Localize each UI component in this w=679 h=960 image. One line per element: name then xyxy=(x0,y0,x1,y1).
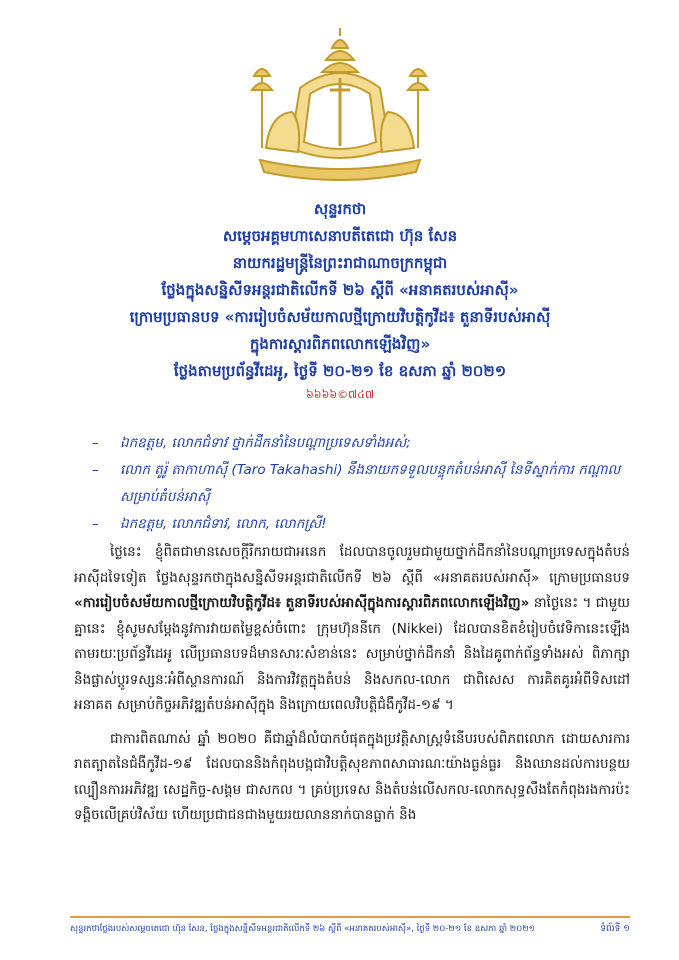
speech-title-block xyxy=(40,196,640,403)
footer-caption: សុន្ទរកថាថ្លែងរបស់សម្ដេចតេជោ ហ៊ុន សែន, ថ្លែងក្នុងសន្និសីទអន្តរជាតិលើកទី ២៦ ស្ដីពី «អនាគតរបស់អាស៊ី», ថ្ងៃទី ២០-២១ ខែ ឧសភា ឆ្នាំ ២០២១ xyxy=(70,924,536,934)
title-speaker-name: សម្ដេចអគ្គមហាសេនាបតីតេជោ ហ៊ុន សែន xyxy=(222,227,458,245)
title-event: ថ្លែងក្នុងសន្និសីទអន្តរជាតិលើកទី ២៦ ស្ដីពី «អនាគតរបស់អាស៊ី» xyxy=(161,281,519,299)
title-theme: ក្រោមប្រធានបទ «ការរៀបចំសម័យកាលថ្មីក្រោយវិបត្តិកូវីដ៖ តួនាទីរបស់អាស៊ី xyxy=(129,308,551,326)
salutation-item xyxy=(92,457,632,511)
paragraph-1-theme-bold: «ការរៀបចំសម័យកាលថ្មីក្រោយវិបត្តិកូវីដ៖ តួនាទីរបស់អាស៊ីក្នុងការស្តារពិភពលោកឡើងវិញ» xyxy=(74,595,530,611)
royal-coat-of-arms-emblem xyxy=(240,28,440,188)
salutation-item xyxy=(92,430,632,457)
dash-bullet: – xyxy=(92,462,99,478)
salutation-text: លោក តូរ៉ូ តាកាហាស៊ី (Taro Takahashi) នឹងនាយកទទួលបន្ទុកតំបន់អាស៊ី នៃទីស្នាក់ការ កណ្ដាលសម្រាប់តំបន់អាស៊ី xyxy=(120,462,621,505)
speech-body xyxy=(74,540,630,837)
body-paragraph-2: ជាការពិតណាស់ ឆ្នាំ ២០២០ គឺជាឆ្នាំដ៏លំបាកបំផុតក្នុងប្រវត្តិសាស្ត្រទំនើបរបស់ពិភពលោក ដោយសារការរាតត្បាតនៃជំងឺកូវីដ-១៩ ដែលបាននិងកំពុងបង្កជាវិបត្តិសុខភាពសាធារណៈយ៉ាងធ្ងន់ធ្ងរ និងឈានដល់ការបន្ថយល្បឿនការអភិវឌ្ឍ សេដ្ឋកិច្ច-សង្គម ជាសកល ។ គ្រប់ប្រទេស និងតំបន់លើសកល-លោកសុទ្ធសឹងតែកំពុងរងការប៉ះទង្គិចលើគ្រប់វិស័យ ហើយប្រជាជនជាងមួយរយលាននាក់បានធ្លាក់ និង xyxy=(74,730,630,823)
dash-bullet: – xyxy=(92,516,99,532)
title-theme-continued: ក្នុងការស្តារពិភពលោកឡើងវិញ» xyxy=(249,335,431,353)
title-date: ថ្លែងតាមប្រព័ន្ធវីដេអូ, ថ្ងៃទី ២០-២១ ខែ ឧសភា ឆ្នាំ ២០២១ xyxy=(173,362,507,380)
dash-bullet: – xyxy=(92,435,99,451)
title-speech-label: សុន្ទរកថា xyxy=(313,200,367,218)
salutation-text: ឯកឧត្ដម, លោកជំទាវ ថ្នាក់ដឹកនាំនៃបណ្ដាប្រទេសទាំងអស់; xyxy=(120,435,411,451)
paragraph-1-text-a: ថ្ងៃនេះ ខ្ញុំពិតជាមានសេចក្ដីរីករាយជាអនេក ដែលបានចូលរួមជាមួយថ្នាក់ដឹកនាំនៃបណ្ដាប្រទេសក្នុងតំបន់អាស៊ីដទៃទៀត ថ្លែងសុន្ទរកថាក្នុងសន្និសីទអន្តរជាតិលើកទី ២៦ ស្ដីពី «អនាគតរបស់អាស៊ី» ក្រោមប្រធានបទ xyxy=(74,544,630,586)
page-number: ទំព័រទី ១ xyxy=(600,924,630,934)
footer-divider xyxy=(70,916,630,918)
salutation-text: ឯកឧត្ដម, លោកជំទាវ, លោក, លោកស្រី! xyxy=(120,516,327,532)
title-speaker-position: នាយករដ្ឋមន្ត្រីនៃព្រះរាជាណាចក្រកម្ពុជា xyxy=(232,254,448,272)
paragraph-1-text-b: នាថ្ងៃនេះ ។ ជាមួយគ្នានេះ ខ្ញុំសូមសម្ដែងនូវការវាយតម្លៃខ្ពស់ចំពោះ ក្រុមហ៊ុននីកេ (Nikkei) ដែលបានខិតខំរៀបចំវេទិកានេះឡើងតាមរយៈប្រព័ន្ធវីដេអូ លើប្រធានបទដ៏មានសារៈសំខាន់នេះ សម្រាប់ថ្នាក់ដឹកនាំ និងដៃគូពាក់ព័ន្ធទាំងអស់ ពិភាក្សា និងផ្លាស់ប្ដូរទស្សនៈអំពីស្ថានការណ៍ និងការវិវត្តក្នុងតំបន់ និងសកល-លោក ជាពិសេស ការគិតគូរអំពីទិសដៅអនាគត សម្រាប់កិច្ចអភិវឌ្ឍតំបន់អាស៊ីក្នុង និងក្រោយពេលវិបត្តិជំងឺកូវីដ-១៩ ។ xyxy=(74,595,631,713)
salutation-item xyxy=(92,511,632,538)
reference-code: ៦៦៦៦©៧៤៧ xyxy=(306,388,374,401)
body-paragraph-1 xyxy=(74,540,630,719)
salutation-list xyxy=(92,430,632,538)
